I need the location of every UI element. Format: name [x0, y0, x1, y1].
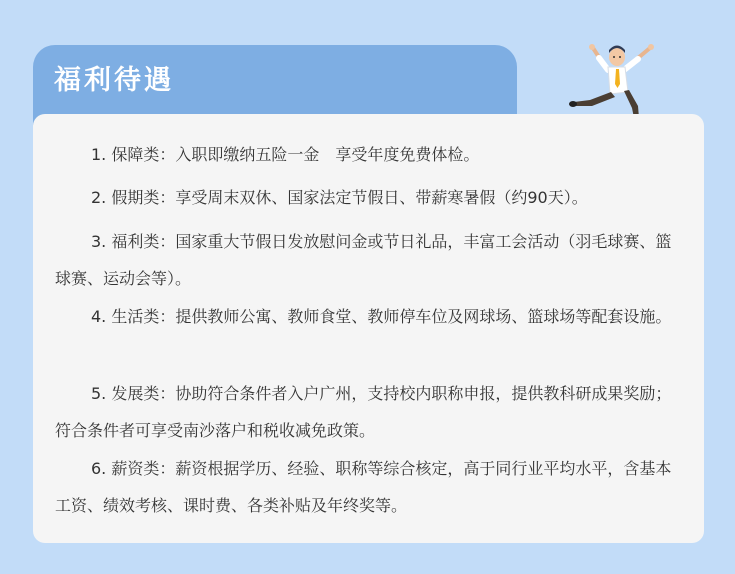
- benefit-item: 3. 福利类：国家重大节假日发放慰问金或节日礼品，丰富工会活动（羽毛球赛、篮球赛、运动会等）。: [55, 232, 672, 288]
- benefit-item: 5. 发展类：协助符合条件者入户广州，支持校内职称申报，提供教科研成果奖励；符合条件者可享受南沙落户和税收减免政策。: [55, 384, 672, 440]
- benefit-item: 4. 生活类：提供教师公寓、教师食堂、教师停车位及网球场、篮球场等配套设施。: [91, 307, 672, 326]
- benefit-item: 1. 保障类：入职即缴纳五险一金 享受年度免费体检。: [91, 145, 480, 164]
- benefit-item: 6. 薪资类：薪资根据学历、经验、职称等综合核定，高于同行业平均水平，含基本工资、绩效考核、课时费、各类补贴及年终奖等。: [55, 459, 672, 515]
- page-title: 福利待遇: [54, 65, 174, 96]
- jumping-man-icon: [568, 40, 658, 120]
- benefit-item: 2. 假期类：享受周末双休、国家法定节假日、带薪寒暑假（约90天）。: [91, 188, 588, 207]
